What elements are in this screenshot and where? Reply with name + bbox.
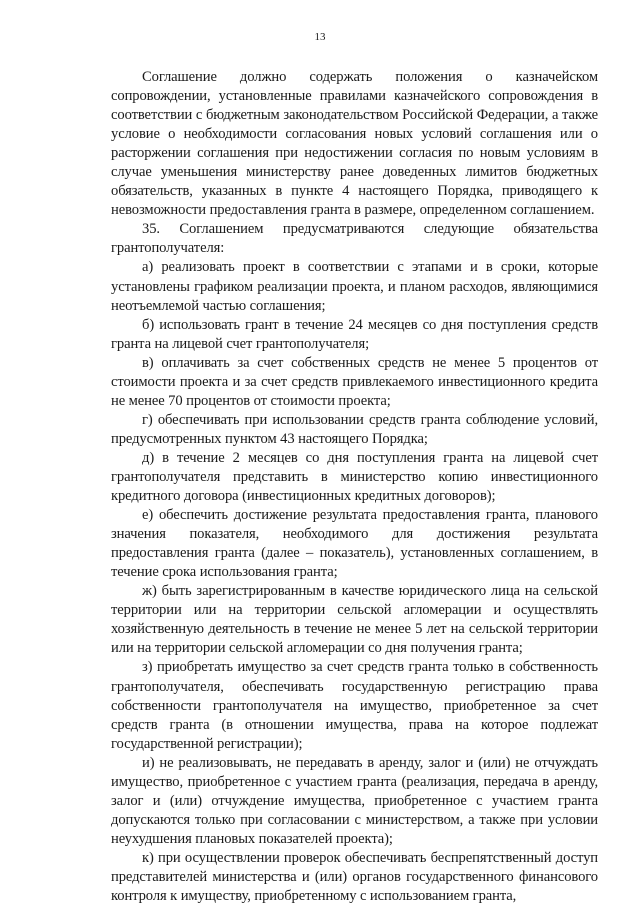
paragraph-zh: ж) быть зарегистрированным в качестве юридического лица на сельской территории или на территории сельской агломерации и осуществлять хозяйственную деятельность в течение не менее 5 лет на сельской территории или на территории сельской агломерации со дня получения гранта; <box>111 583 598 657</box>
paragraph-v: в) оплачивать за счет собственных средств не менее 5 процентов от стоимости проекта и за счет средств привлекаемого инвестиционного кредита не менее 70 процентов от стоимости проекта; <box>111 354 598 409</box>
paragraph-k: к) при осуществлении проверок обеспечивать беспрепятственный доступ представителей министерства и (или) органов государственного финансового контроля к имуществу, приобретенному с использованием гранта, <box>111 849 598 905</box>
paragraph-e: е) обеспечить достижение результата предоставления гранта, планового значения показателя, необходимого для достижения результата предоставления гранта (далее – показатель), установленных соглашением, в течение срока использования гранта; <box>111 507 598 581</box>
paragraph-b: б) использовать грант в течение 24 месяцев со дня поступления средств гранта на лицевой счет грантополучателя; <box>111 316 598 352</box>
paragraph-i: и) не реализовывать, не передавать в аренду, залог и (или) не отчуждать имущество, приобретенное с участием гранта (реализация, передача в аренду, залог и (или) отчуждение имущества, приобретенное с участием гранта допускаются только при согласовании с министерством, а также при условии неухудшения плановых показателей проекта); <box>111 754 598 847</box>
document-body <box>111 68 598 906</box>
paragraph-a: а) реализовать проект в соответствии с этапами и в сроки, которые установлены графиком реализации проекта, и планом расходов, являющимися неотъемлемой частью соглашения; <box>111 259 598 314</box>
paragraph-z: з) приобретать имущество за счет средств гранта только в собственность грантополучателя, обеспечивать государственную регистрацию права собственности грантополучателя на имущество, приобретенное за счет средств гранта (в отношении имущества, права на которое подлежат государственной регистрации); <box>111 659 598 752</box>
page-number: 13 <box>314 31 326 43</box>
paragraph-g: г) обеспечивать при использовании средств гранта соблюдение условий, предусмотренных пунктом 43 настоящего Порядка; <box>111 411 598 447</box>
paragraph-d: д) в течение 2 месяцев со дня поступления гранта на лицевой счет грантополучателя представить в министерство копию инвестиционного кредитного договора (инвестиционных кредитных договоров); <box>111 449 598 505</box>
paragraph-35-intro: 35. Соглашением предусматриваются следующие обязательства грантополучателя: <box>111 221 598 257</box>
paragraph-treasury-support: Соглашение должно содержать положения о казначейском сопровождении, установленные правилами казначейского сопровождения в соответствии с бюджетным законодательством Российской Федерации, а также условие о необходимости согласования новых условий соглашения или о расторжении соглашения при недостижении согласия по новым условиям в случае уменьшения министерству ранее доведенных лимитов бюджетных обязательств, указанных в пункте 4 настоящего Порядка, приводящего к невозможности предоставления гранта в размере, определенном соглашением. <box>111 69 598 219</box>
